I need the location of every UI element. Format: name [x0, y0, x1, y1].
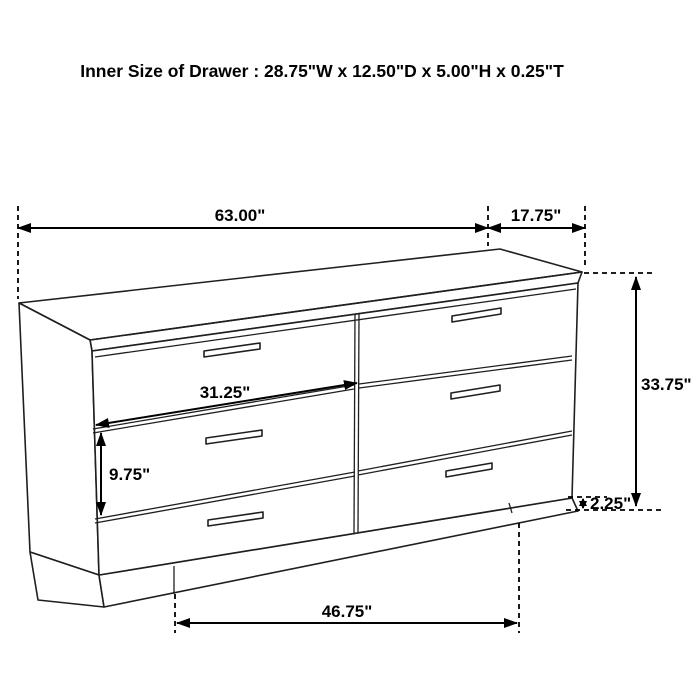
overall-depth-label: 17.75" — [510, 206, 562, 225]
drawer-height-label: 9.75" — [109, 465, 151, 484]
base-width-label: 46.75" — [321, 602, 373, 621]
drawer-width-label: 31.25" — [199, 383, 251, 402]
overall-height-label: 33.75" — [641, 375, 692, 394]
dimension-overall-height — [566, 273, 692, 510]
dresser-side-panel — [19, 303, 99, 575]
base-height-label: 2.25" — [590, 494, 632, 513]
dresser-drawing — [19, 249, 582, 607]
overall-width-label: 63.00" — [214, 206, 266, 225]
diagram-title: Inner Size of Drawer : 28.75"W x 12.50"D x 5.00"H x 0.25"T — [80, 61, 564, 81]
